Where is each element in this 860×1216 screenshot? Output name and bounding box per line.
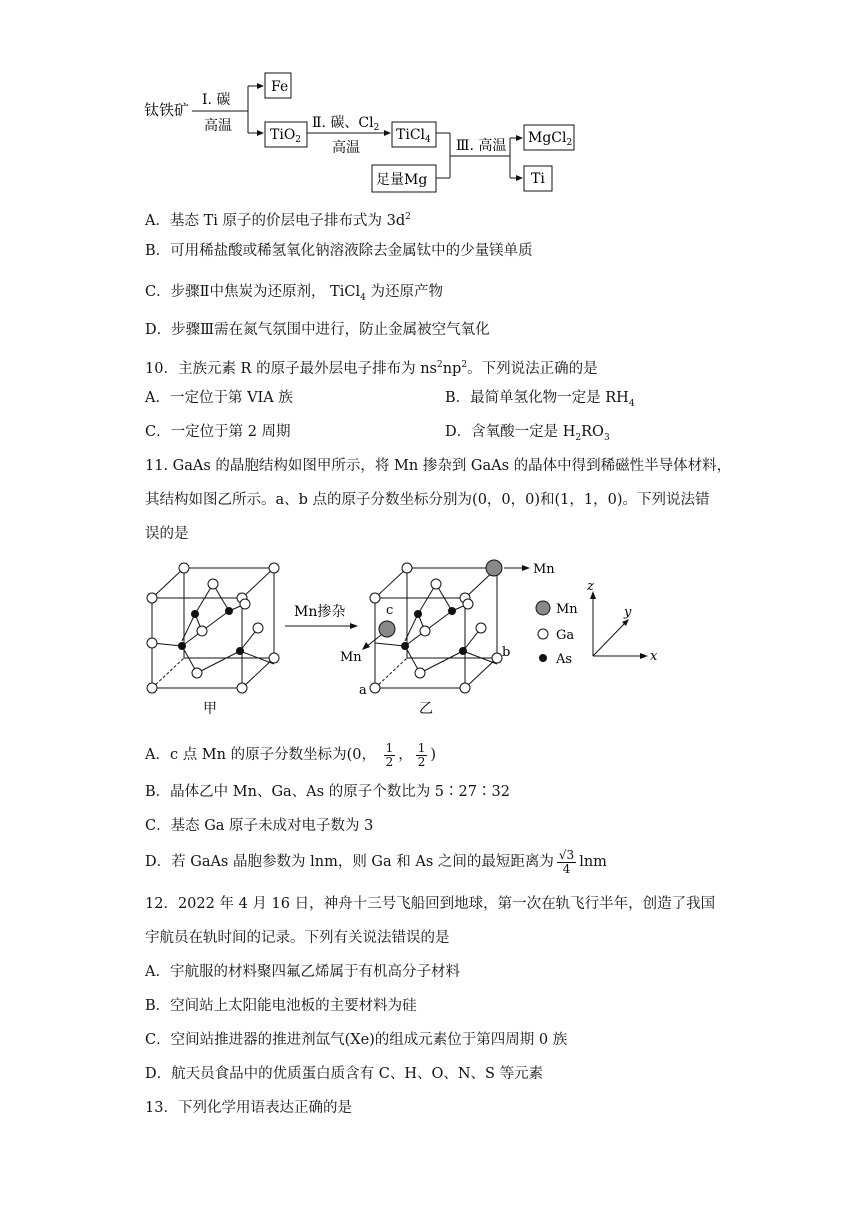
flow-step1-top: Ⅰ. 碳 [202,92,231,108]
q11-option-a-sep: ， [398,747,413,763]
q11-option-d [145,846,607,878]
q11-stem-line2: 其结构如图乙所示。a、b 点的原子分数坐标分别为(0，0，0)和(1，1，0)。下列说法错 [145,492,710,508]
axis-y: y [624,605,632,620]
q10-option-d-sub1: 2 [575,432,582,443]
point-a-label: a [359,683,367,698]
q11-option-a [145,740,436,770]
q9-option-a-sup: 2 [405,212,411,222]
flow-tio2: TiO [270,127,296,143]
point-c-label: c [386,603,394,618]
crystal-structure-figure [140,556,700,720]
q9-option-d: D．步骤Ⅲ需在氮气氛围中进行，防止金属被空气氧化 [145,322,490,338]
q12-option-b: B．空间站上太阳能电池板的主要材料为硅 [145,998,417,1014]
q11-option-b: B．晶体乙中 Mn、Ga、As 的原子个数比为 5∶27∶32 [145,784,510,800]
frac3-den: 4 [562,861,571,876]
mn-label-top: Mn [533,562,555,577]
q10-option-d-mid: RO [581,424,604,440]
q9-option-c-text: C．步骤Ⅱ中焦炭为还原剂， TiCl [145,284,361,300]
q11-stem-line1: 11. GaAs 的晶胞结构如图甲所示，将 Mn 掺杂到 GaAs 的晶体中得到稀磁性半导体材料， [145,458,732,474]
svg-text:TiCl4 [396,127,431,145]
frac2-num: 1 [417,740,426,755]
q10-option-d [445,422,610,448]
legend-mn: Mn [556,602,578,617]
q10-stem-sup2: 2 [461,360,468,370]
fraction-half-1 [384,742,396,769]
svg-text:TiO2 [270,127,301,145]
legend-mn-icon [536,601,550,615]
flow-step2-bottom: 高温 [332,140,360,156]
flow-mgcl2: MgCl [528,130,567,146]
q10-stem [145,355,598,379]
q10-stem-mid: np [442,360,462,377]
point-b-label: b [502,645,511,660]
frac1-den: 2 [385,754,394,769]
frac1-num: 1 [385,740,394,755]
q11-option-d-post: lnm [579,854,607,870]
q9-option-c [145,282,443,308]
svg-text:Ⅱ. 碳、Cl2 [312,115,379,133]
legend-as-icon [539,654,547,662]
flow-step2-sub: 2 [373,123,380,133]
q13-stem: 13．下列化学用语表达正确的是 [145,1100,352,1116]
flow-tio2-sub: 2 [295,135,302,145]
q9-option-a [145,207,411,231]
label-jia: 甲 [203,701,217,717]
mn-label-left: Mn [340,650,362,665]
fraction-half-2 [416,742,428,769]
q11-option-c: C．基态 Ga 原子未成对电子数为 3 [145,818,374,834]
q10-stem-text: 10．主族元素 R 的原子最外层电子排布为 ns [145,360,437,377]
frac2-den: 2 [417,754,426,769]
q11-stem-line3: 误的是 [145,526,189,542]
q10-option-b [445,388,635,414]
q12-stem-line2: 宇航员在轨时间的记录。下列有关说法错误的是 [145,930,450,946]
q10-option-b-text: B．最简单氢化物一定是 RH [445,390,629,406]
q10-stem-sup1: 2 [436,360,443,370]
q9-option-b: B．可用稀盐酸或稀氢氧化钠溶液除去金属钛中的少量镁单质 [145,243,533,259]
fraction-sqrt3-over-4 [557,849,576,876]
mn-doping-label: Mn掺杂 [294,604,346,620]
flow-step3: Ⅲ. 高温 [456,138,507,154]
q10-option-c: C．一定位于第 2 周期 [145,424,291,440]
q12-stem-line1: 12．2022 年 4 月 16 日，神舟十三号飞船回到地球，第一次在轨飞行半年，创造了我国 [145,896,716,912]
flow-ticl4-sub: 4 [425,135,431,145]
flow-ti: Ti [531,171,545,187]
flow-step2-top: Ⅱ. 碳、Cl [312,115,374,131]
label-yi: 乙 [419,701,433,717]
q12-option-d: D．航天员食品中的优质蛋白质含有 C、H、O、N、S 等元素 [145,1066,544,1082]
q11-option-a-text: A．c 点 Mn 的原子分数坐标为(0， [145,747,376,763]
frac3-num: √3 [558,847,575,862]
q10-option-d-sub2: 3 [603,432,610,443]
flow-step1-bottom: 高温 [204,118,232,134]
flow-mgcl2-sub: 2 [566,138,573,148]
q9-option-c-post: 为还原产物 [365,284,443,300]
q9-option-c-sub: 4 [360,292,366,303]
flow-ore: 钛铁矿 [144,101,190,119]
q10-option-a: A．一定位于第 VIA 族 [145,390,293,406]
q10-option-d-text: D．含氧酸一定是 H [445,424,576,440]
flow-mg: 足量Mg [376,172,428,188]
legend-as: As [556,652,573,667]
q9-option-a-text: A．基态 Ti 原子的价层电子排布式为 3d [145,212,406,229]
svg-text:MgCl2 [528,130,572,148]
q11-option-a-post: ) [430,747,437,763]
flow-diagram [140,68,590,196]
q11-option-d-text: D．若 GaAs 晶胞参数为 lnm，则 Ga 和 As 之间的最短距离为 [145,854,554,870]
mn-atom-top [486,560,502,576]
q12-option-c: C．空间站推进器的推进剂氙气(Xe)的组成元素位于第四周期 0 族 [145,1032,568,1048]
legend-ga-icon [538,629,548,639]
flow-ticl4: TiCl [396,127,426,143]
axis-z: z [587,579,594,594]
legend-ga: Ga [556,628,575,643]
flow-fe: Fe [271,79,289,95]
axis-x: x [650,649,658,664]
mn-atom-c [379,621,395,637]
q10-option-b-sub: 4 [628,398,635,409]
q10-stem-post: 。下列说法正确的是 [467,360,598,377]
axes [593,596,643,656]
q12-option-a: A．宇航服的材料聚四氟乙烯属于有机高分子材料 [145,964,460,980]
